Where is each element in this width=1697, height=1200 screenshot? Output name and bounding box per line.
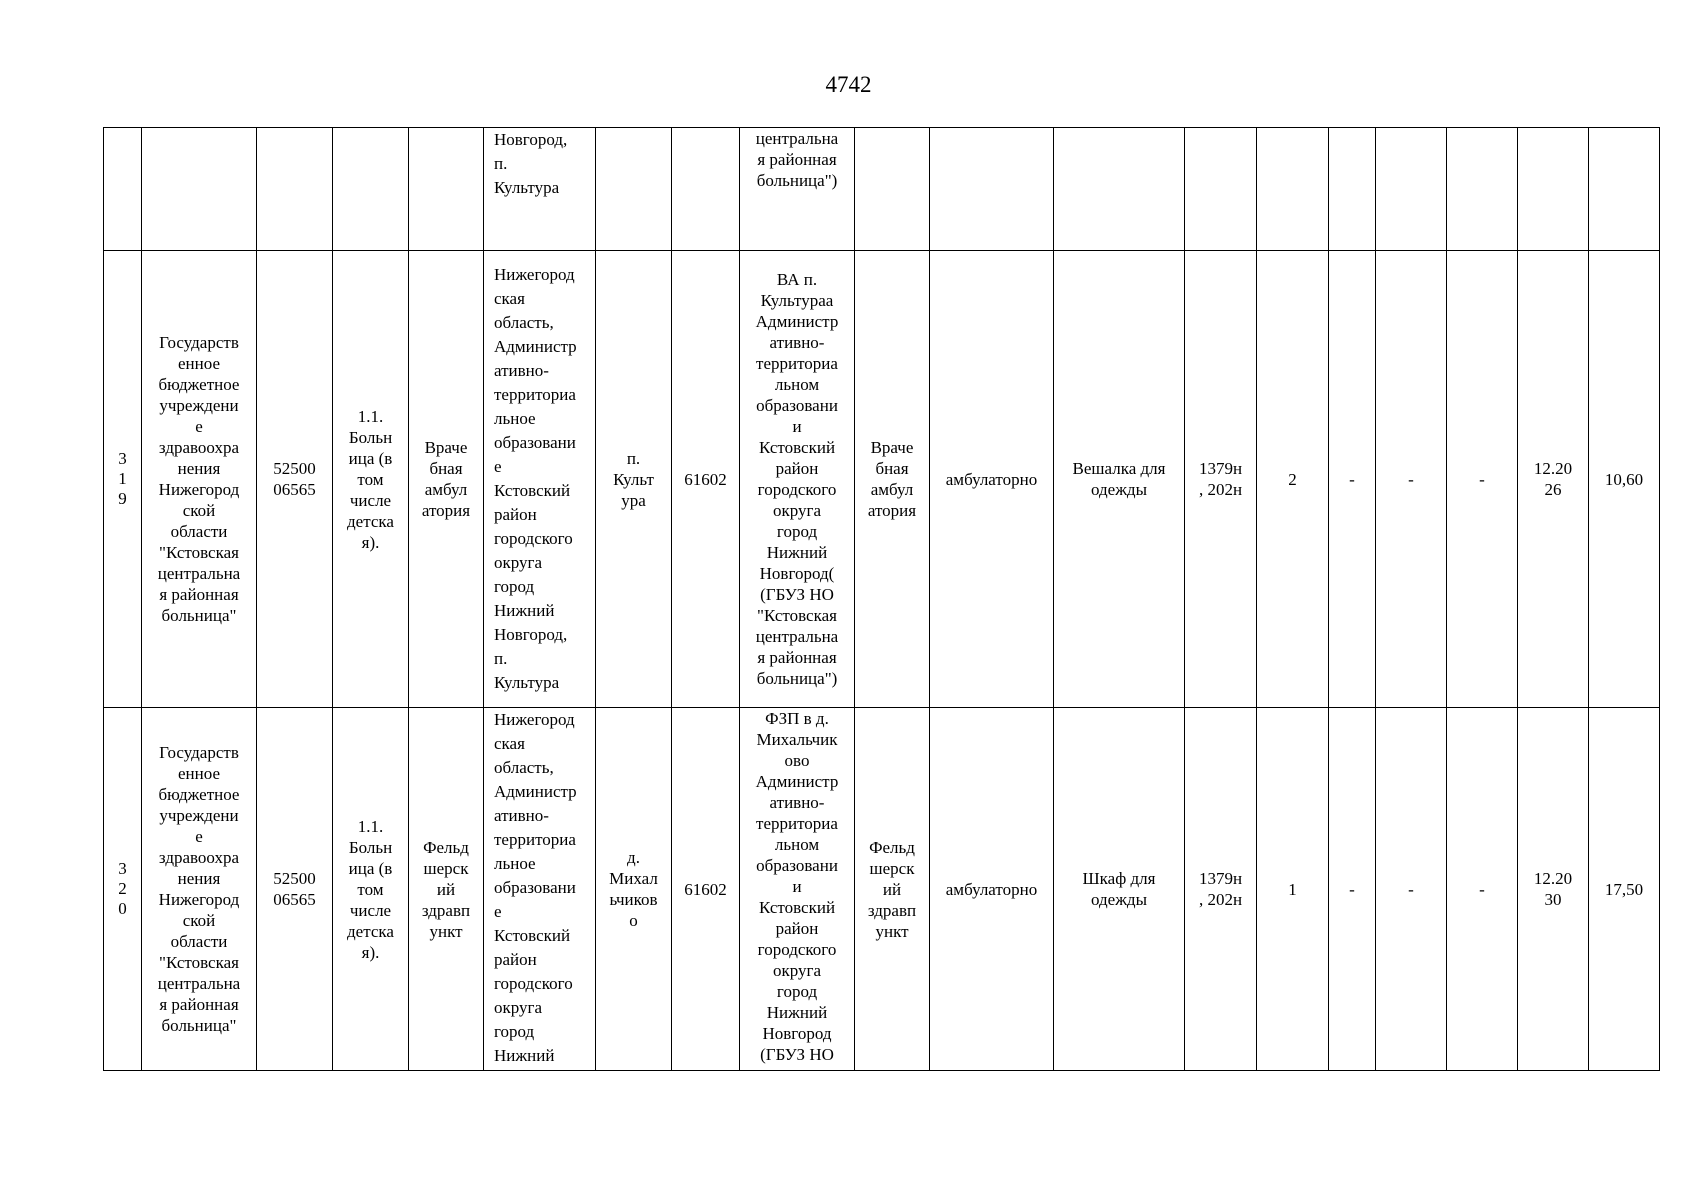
- row-number-digit: 3: [118, 859, 127, 878]
- dash-cell-3: -: [1447, 708, 1518, 1071]
- inn-cell: [257, 128, 333, 251]
- dash-cell-1: -: [1329, 251, 1376, 708]
- unit-type-cell: Фельд шерск ий здравп ункт: [409, 708, 484, 1071]
- registry-table: [103, 127, 1660, 1071]
- dash-cell-1: -: [1329, 708, 1376, 1071]
- table-row: [104, 708, 1660, 1071]
- equipment-cell: Вешалка для одежды: [1054, 251, 1185, 708]
- unit-type-2-cell: Фельд шерск ий здравп ункт: [855, 708, 930, 1071]
- category-cell: 1.1. Больн ица (в том числе детска я).: [333, 251, 409, 708]
- order-cell: 1379н , 202н: [1185, 708, 1257, 1071]
- address-cell: Нижегород ская область, Администр ативно- территориа льное образовани е Кстовский район городского округа город Нижний: [484, 708, 596, 1071]
- row-number-digit: 1: [118, 469, 127, 488]
- table-row: [104, 128, 1660, 251]
- dash-cell-2: -: [1376, 251, 1447, 708]
- price-cell: [1589, 128, 1660, 251]
- row-number-digit: 2: [118, 879, 127, 898]
- category-cell: 1.1. Больн ица (в том числе детска я).: [333, 708, 409, 1071]
- inn-cell: 52500 06565: [257, 708, 333, 1071]
- row-number-digit: 0: [118, 899, 127, 918]
- facility-cell: ФЗП в д. Михальчик ово Администр ативно- территориа льном образовани и Кстовский район городского округа город Нижний Новгород (ГБУЗ НО: [740, 708, 855, 1071]
- row-number-cell: [104, 128, 142, 251]
- date-cell: [1518, 128, 1589, 251]
- dash-cell-2: [1376, 128, 1447, 251]
- dash-cell-3: [1447, 128, 1518, 251]
- row-number-cell: [104, 251, 142, 708]
- care-type-cell: амбулаторно: [930, 251, 1054, 708]
- quantity-cell: 1: [1257, 708, 1329, 1071]
- quantity-cell: [1257, 128, 1329, 251]
- category-cell: [333, 128, 409, 251]
- organization-cell: Государств енное бюджетное учреждени е здравоохра нения Нижегород ской области "Кстовская центральна я районная больница": [142, 708, 257, 1071]
- oktmo-cell: 61602: [672, 708, 740, 1071]
- order-cell: 1379н , 202н: [1185, 251, 1257, 708]
- organization-cell: Государств енное бюджетное учреждени е здравоохра нения Нижегород ской области "Кстовская центральна я районная больница": [142, 251, 257, 708]
- inn-cell: 52500 06565: [257, 251, 333, 708]
- care-type-cell: [930, 128, 1054, 251]
- unit-type-cell: [409, 128, 484, 251]
- quantity-cell: 2: [1257, 251, 1329, 708]
- date-cell: 12.20 30: [1518, 708, 1589, 1071]
- unit-type-2-cell: Враче бная амбул атория: [855, 251, 930, 708]
- locality-cell: д. Михал ьчиков о: [596, 708, 672, 1071]
- table-row: [104, 251, 1660, 708]
- care-type-cell: амбулаторно: [930, 708, 1054, 1071]
- page-number: 4742: [825, 72, 872, 97]
- price-cell: 10,60: [1589, 251, 1660, 708]
- unit-type-2-cell: [855, 128, 930, 251]
- order-cell: [1185, 128, 1257, 251]
- organization-cell: [142, 128, 257, 251]
- dash-cell-2: -: [1376, 708, 1447, 1071]
- oktmo-cell: [672, 128, 740, 251]
- row-number-cell: [104, 708, 142, 1071]
- dash-cell-3: -: [1447, 251, 1518, 708]
- facility-cell: ВА п. Культураа Администр ативно- территориа льном образовани и Кстовский район городского округа город Нижний Новгород( (ГБУЗ НО "Кстовская центральна я районная больница"): [740, 251, 855, 708]
- locality-cell: [596, 128, 672, 251]
- oktmo-cell: 61602: [672, 251, 740, 708]
- row-number-digit: 3: [118, 449, 127, 468]
- unit-type-cell: Враче бная амбул атория: [409, 251, 484, 708]
- row-number-digit: 9: [118, 489, 127, 508]
- dash-cell-1: [1329, 128, 1376, 251]
- locality-cell: п. Культ ура: [596, 251, 672, 708]
- price-cell: 17,50: [1589, 708, 1660, 1071]
- address-cell: Нижегород ская область, Администр ативно- территориа льное образовани е Кстовский район городского округа город Нижний Новгород, п. Культура: [484, 251, 596, 708]
- equipment-cell: Шкаф для одежды: [1054, 708, 1185, 1071]
- address-cell: Новгород, п. Культура: [484, 128, 596, 251]
- facility-cell: центральна я районная больница"): [740, 128, 855, 251]
- date-cell: 12.20 26: [1518, 251, 1589, 708]
- equipment-cell: [1054, 128, 1185, 251]
